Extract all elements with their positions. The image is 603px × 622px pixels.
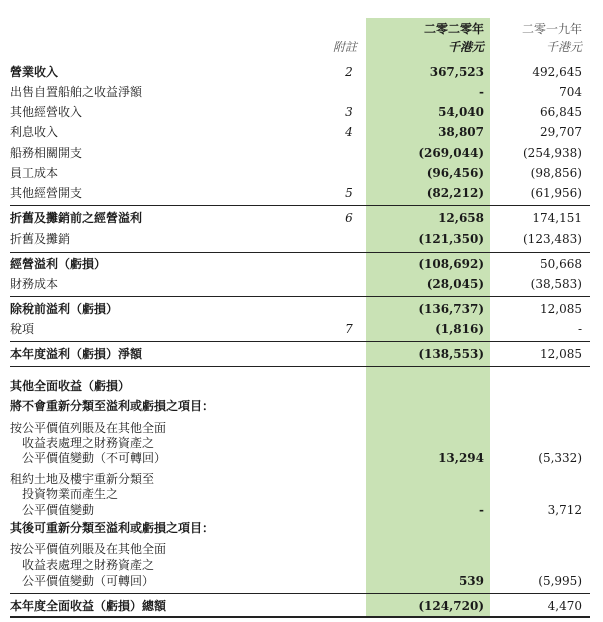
table-row xyxy=(0,319,603,339)
row-label: 折舊及攤銷前之經營溢利 xyxy=(10,211,143,225)
divider xyxy=(10,205,590,206)
row-value-2019: (5,995) xyxy=(538,574,582,588)
row-label: 經營溢利（虧損） xyxy=(10,257,107,271)
section-heading xyxy=(0,376,603,396)
row-value-2020: (82,212) xyxy=(426,186,484,200)
row-value-2020: (138,553) xyxy=(418,347,484,361)
row-note: 5 xyxy=(345,186,353,200)
table-row xyxy=(0,163,603,183)
row-value-2019: 66,845 xyxy=(540,105,582,119)
row-label: 員工成本 xyxy=(10,166,59,180)
row-label: 投資物業而產生之 xyxy=(22,487,119,501)
row-label: 收益表處理之財務資產之 xyxy=(22,436,155,450)
table-row xyxy=(0,102,603,122)
row-value-2019: 50,668 xyxy=(540,257,582,271)
row-value-2020: - xyxy=(479,85,484,99)
table-row xyxy=(0,183,603,203)
row-note: 6 xyxy=(345,211,353,225)
row-value-2020: 12,658 xyxy=(438,211,484,225)
row-value-2020: (96,456) xyxy=(426,166,484,180)
row-value-2019: (98,856) xyxy=(530,166,582,180)
row-label: 按公平價值列賬及在其他全面 xyxy=(10,421,167,435)
row-label: 租約土地及樓宇重新分類至 xyxy=(10,472,155,486)
row-value-2020: (269,044) xyxy=(418,146,484,160)
row-value-2019: (61,956) xyxy=(530,186,582,200)
table-row xyxy=(0,500,603,520)
table-row xyxy=(0,143,603,163)
divider xyxy=(10,341,590,342)
row-label: 其後可重新分類至溢利或虧損之項目： xyxy=(10,521,215,535)
row-value-2020: (1,816) xyxy=(435,322,484,336)
divider xyxy=(10,252,590,253)
row-label: 折舊及攤銷 xyxy=(10,232,71,246)
row-value-2019: 4,470 xyxy=(547,599,582,613)
row-label: 公平價值變動（可轉回） xyxy=(22,574,155,588)
table-row xyxy=(0,82,603,102)
row-label: 船務相關開支 xyxy=(10,146,83,160)
row-value-2019: (5,332) xyxy=(538,451,582,465)
table-row xyxy=(0,596,603,616)
row-label: 公平價值變動 xyxy=(22,503,95,517)
row-value-2019: 492,645 xyxy=(532,65,582,79)
row-value-2020: (121,350) xyxy=(418,232,484,246)
row-value-2020: 54,040 xyxy=(438,105,484,119)
row-label: 稅項 xyxy=(10,322,35,336)
row-value-2019: (123,483) xyxy=(523,232,582,246)
header-note-label: 附註 xyxy=(332,40,357,54)
header-2020-unit: 千港元 xyxy=(447,40,484,54)
row-value-2019: - xyxy=(577,322,582,336)
row-label: 出售自置船舶之收益淨額 xyxy=(10,85,143,99)
row-value-2019: 3,712 xyxy=(547,503,582,517)
row-value-2020: (136,737) xyxy=(418,302,484,316)
section-heading xyxy=(0,518,603,538)
header-2019-year: 二零一九年 xyxy=(521,22,582,36)
table-row xyxy=(0,208,603,228)
row-value-2019: 174,151 xyxy=(532,211,582,225)
table-row xyxy=(0,229,603,249)
row-value-2019: (254,938) xyxy=(523,146,582,160)
table-row xyxy=(0,299,603,319)
table-row xyxy=(0,571,603,591)
table-row xyxy=(0,344,603,364)
divider xyxy=(10,366,590,367)
row-label: 公平價值變動（不可轉回） xyxy=(22,451,167,465)
row-label: 財務成本 xyxy=(10,277,59,291)
row-label: 本年度全面收益（虧損）總額 xyxy=(10,599,167,613)
header-2020-year: 二零二零年 xyxy=(423,22,484,36)
row-value-2020: (108,692) xyxy=(418,257,484,271)
table-row xyxy=(0,448,603,468)
row-value-2020: (28,045) xyxy=(426,277,484,291)
row-value-2019: 29,707 xyxy=(540,125,582,139)
row-value-2020: 367,523 xyxy=(429,65,484,79)
row-value-2019: 704 xyxy=(559,85,582,99)
row-note: 7 xyxy=(345,322,353,336)
table-row xyxy=(0,122,603,142)
row-note: 2 xyxy=(345,65,353,79)
row-value-2020: 13,294 xyxy=(438,451,484,465)
row-label: 將不會重新分類至溢利或虧損之項目： xyxy=(10,399,215,413)
row-value-2019: (38,583) xyxy=(530,277,582,291)
row-label: 除稅前溢利（虧損） xyxy=(10,302,119,316)
header-2019-unit: 千港元 xyxy=(545,40,582,54)
row-note: 3 xyxy=(345,105,353,119)
table-row xyxy=(0,62,603,82)
row-label: 其他經營開支 xyxy=(10,186,83,200)
row-value-2020: (124,720) xyxy=(418,599,484,613)
row-label: 其他全面收益（虧損） xyxy=(10,379,131,393)
row-value-2020: 38,807 xyxy=(438,125,484,139)
row-value-2020: 539 xyxy=(458,574,484,588)
table-row xyxy=(0,254,603,274)
row-label: 利息收入 xyxy=(10,125,59,139)
row-value-2020: - xyxy=(479,503,484,517)
row-label: 按公平價值列賬及在其他全面 xyxy=(10,542,167,556)
table-row xyxy=(0,274,603,294)
row-value-2019: 12,085 xyxy=(540,302,582,316)
row-value-2019: 12,085 xyxy=(540,347,582,361)
row-label: 營業收入 xyxy=(10,65,59,79)
section-heading xyxy=(0,396,603,416)
divider xyxy=(10,296,590,297)
divider xyxy=(10,616,590,618)
row-label: 其他經營收入 xyxy=(10,105,83,119)
row-note: 4 xyxy=(345,125,353,139)
divider xyxy=(10,593,590,594)
row-label: 收益表處理之財務資產之 xyxy=(22,558,155,572)
row-label: 本年度溢利（虧損）淨額 xyxy=(10,347,143,361)
